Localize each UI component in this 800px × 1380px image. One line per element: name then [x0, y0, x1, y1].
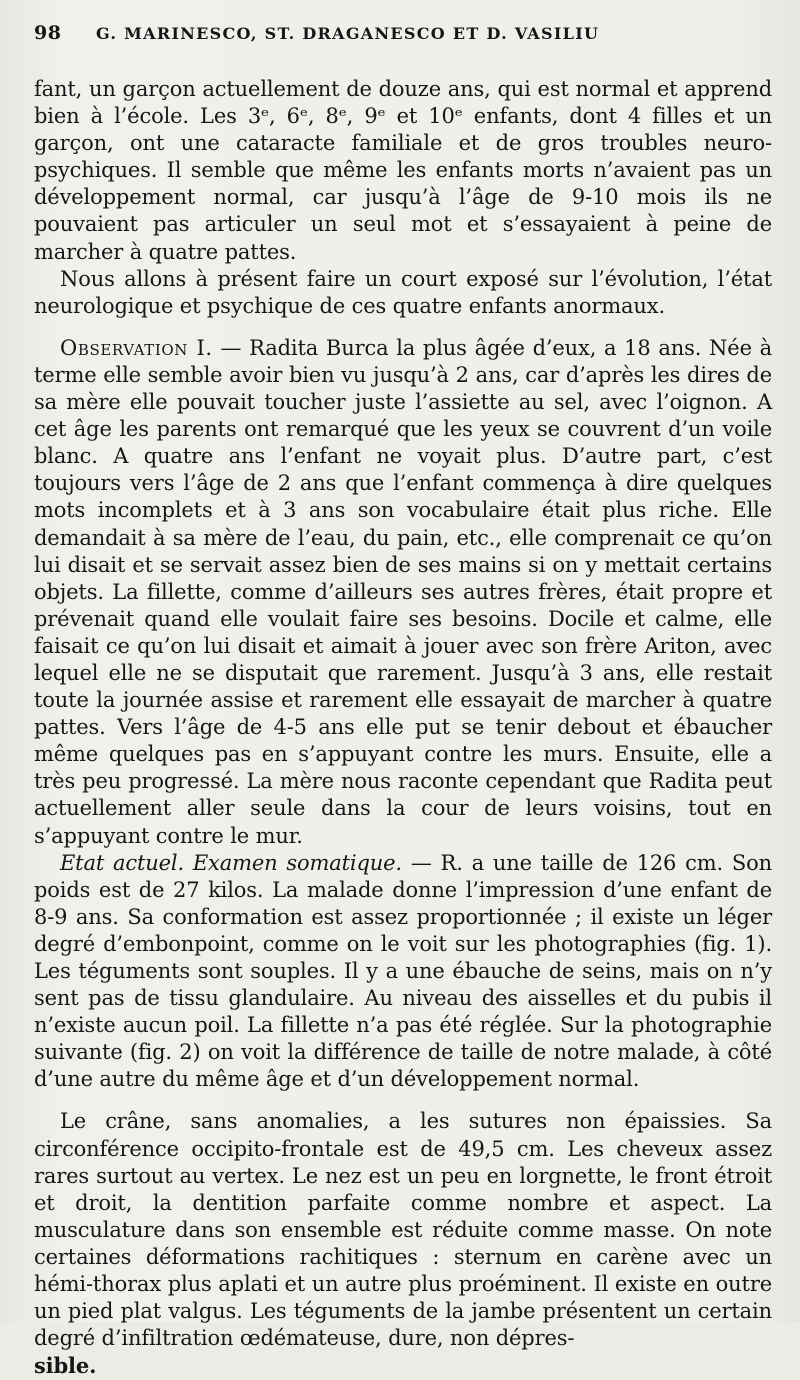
running-title: G. MARINESCO, ST. DRAGANESCO ET D. VASILIU — [96, 24, 600, 43]
somatic-exam-text: — R. a une taille de 126 cm. Son poids est de 27 kilos. La malade donne l’impression d’une enfant de 8-9 ans. Sa conformation est assez proportionnée ; il existe un léger degré d’embonpoint, comme on le voit sur les photographies (fig. 1). Les téguments sont souples. Il y a une ébauche de seins, mais on n’y sent pas de tissu glandulaire. Au niveau des aisselles et du pubis il n’existe aucun poil. La fillette n’a pas été réglée. Sur la photographie suivante (fig. 2) on voit la différence de taille de notre malade, à côté d’une autre du même âge et d’un développement normal. — [34, 850, 772, 1092]
paragraph-current-state — [34, 850, 772, 1094]
paragraph-family-history: fant, un garçon actuellement de douze ans, qui est normal et apprend bien à l’école. Les 3ᵉ, 6ᵉ, 8ᵉ, 9ᵉ et 10ᵉ enfants, dont 4 filles et un garçon, ont une cataracte familiale et de gros troubles neuro-psychiques. Il semble que même les enfants morts n’avaient pas un développement normal, car jusqu’à l’âge de 9-10 mois ils ne pouvaient pas articuler un seul mot et s’essayaient à peine de marcher à quatre pattes. — [34, 77, 772, 264]
article-body — [34, 76, 772, 1380]
skull-description-text: Le crâne, sans anomalies, a les sutures non épaissies. Sa circonférence occipito-frontale est de 49,5 cm. Les cheveux assez rares surtout au vertex. Le nez est un peu en lorgnette, le front étroit et droit, la dentition parfaite comme nombre et aspect. La musculature dans son ensemble est réduite comme masse. On note certaines déformations rachitiques : sternum en carène avec un hémi-thorax plus aplati et un autre plus proéminent. Il existe en outre un pied plat valgus. Les téguments de la jambe présentent un certain degré d’infiltration œdémateuse, dure, non dépres- — [34, 1109, 772, 1351]
section-heading-somatic-exam: Etat actuel. Examen somatique. — [60, 850, 402, 875]
observation-text: — Radita Burca la plus âgée d’eux, a 18 ans. Née à terme elle semble avoir bien vu jusqu’à 2 ans, car d’après les dires de sa mère elle pouvait toucher juste l’assiette au sel, avec l’oignon. A cet âge les parents ont remarqué que les yeux se couvrent d’un voile blanc. A quatre ans l’enfant ne voyait plus. D’autre part, c’est toujours vers l’âge de 2 ans que l’enfant commença à dire quelques mots incomplets et à 3 ans son vocabulaire était plus riche. Elle demandait à sa mère de l’eau, du pain, etc., elle comprenait ce qu’on lui disait et se servait assez bien de ses mains si on y mettait certains objets. La fillette, comme d’ailleurs ses autres frères, était propre et prévenait quand elle voulait faire ses besoins. Docile et calme, elle faisait ce qu’on lui disait et aimait à jouer avec son frère Ariton, avec lequel elle ne se disputait que rarement. Jusqu’à 3 ans, elle restait toute la journée assise et rarement elle essayait de marcher à quatre pattes. Vers l’âge de 4-5 ans elle put se tenir debout et ébaucher même quelques pas en s’appuyant contre les murs. Ensuite, elle a très peu progressé. La mère nous raconte cependant que Radita peut actuellement aller seule dans la cour de leurs voisins, tout en s’appuyant contre le mur. — [34, 335, 772, 848]
observation-heading: Observation I. — [60, 335, 213, 360]
page-number: 98 — [34, 22, 62, 44]
page-header — [34, 22, 772, 58]
paragraph-skull-description — [34, 1108, 772, 1380]
paragraph-intro: Nous allons à présent faire un court exposé sur l’évolution, l’état neurologique et psychique de ces quatre enfants anormaux. — [34, 266, 772, 318]
paragraph-observation-1 — [34, 335, 772, 850]
final-word: sible. — [34, 1353, 97, 1379]
